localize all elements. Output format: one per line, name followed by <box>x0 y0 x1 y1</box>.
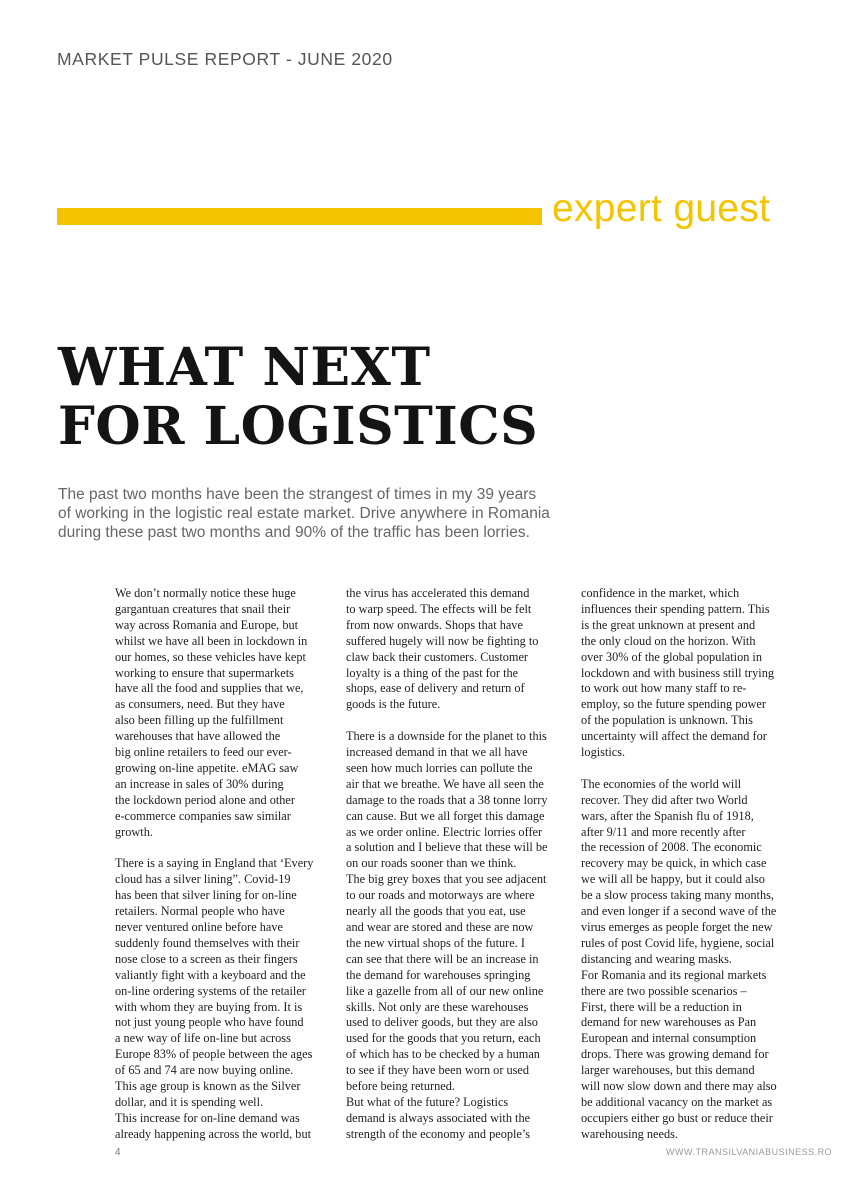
body-text-line: the virus has accelerated this demand <box>346 586 530 600</box>
report-header: MARKET PULSE REPORT - JUNE 2020 <box>57 49 393 69</box>
body-text-line: e-commerce companies saw similar <box>115 808 291 823</box>
body-text-line: the new virtual shops of the future. I <box>346 935 525 950</box>
website-url: WWW.TRANSILVANIABUSINESS.RO <box>666 1147 833 1157</box>
body-text-line: to see if they have been worn or used <box>346 1063 530 1078</box>
body-text-line: will now slow down and there may also <box>581 1079 777 1094</box>
body-text-line: uncertainty will affect the demand for <box>581 729 767 744</box>
body-text-line: drops. There was growing demand for <box>581 1047 769 1062</box>
body-text-line: to our roads and motorways are where <box>346 888 535 903</box>
body-text-line: Europe 83% of people between the ages <box>115 1047 313 1062</box>
body-text-line: European and internal consumption <box>581 1031 757 1046</box>
body-text-line: virus emerges as people forget the new <box>581 920 773 935</box>
body-text-line: For Romania and its regional markets <box>581 967 767 982</box>
body-text-line: on-line ordering systems of the retailer <box>115 983 306 998</box>
body-text-line: damage to the roads that a 38 tonne lorry <box>346 792 548 807</box>
body-text-line: on our roads sooner than we think. <box>346 856 517 871</box>
body-text-line: be a slow process taking many months, <box>581 888 774 903</box>
body-text-line: demand is always associated with the <box>346 1110 531 1125</box>
title-line: FOR LOGISTICS <box>58 396 539 457</box>
body-text-line: and even longer if a second wave of the <box>581 904 777 919</box>
body-text-line: used for the goods that you return, each <box>346 1031 541 1046</box>
body-text-line: suffered hugely will now be fighting to <box>346 633 539 648</box>
body-text-line: of 65 and 74 are now buying online. <box>115 1063 294 1078</box>
body-text-line: our homes, so these vehicles have kept <box>115 649 306 664</box>
body-text-line: nose close to a screen as their fingers <box>115 951 298 966</box>
body-text-line: First, there will be a reduction in <box>581 999 742 1014</box>
body-text-line: like a gazelle from all of our new online <box>346 983 544 998</box>
body-text-line: before being returned. <box>346 1079 455 1094</box>
body-text-line: be additional vacancy on the market as <box>581 1094 773 1109</box>
body-text-line: to work out how many staff to re- <box>581 681 747 696</box>
article-lede <box>58 485 558 542</box>
body-text-line: increased demand in that we all have <box>346 745 528 760</box>
body-text-line: a new way of life on-line but across <box>115 1031 291 1046</box>
body-text-line: gargantuan creatures that snail their <box>115 601 291 616</box>
body-text-line: warehouses that have allowed the <box>115 729 281 744</box>
body-text-line: suddenly found themselves with their <box>115 935 300 950</box>
body-text-line: There is a saying in England that ‘Every <box>115 856 314 871</box>
body-text-line: There is a downside for the planet to this <box>346 729 547 744</box>
body-text-line: loyalty is a thing of the past for the <box>346 665 519 680</box>
body-text-line: seen how much lorries can pollute the <box>346 760 533 775</box>
body-text-line: strength of the economy and people’s <box>346 1126 531 1141</box>
article-title <box>58 338 538 456</box>
body-text-line: retailers. Normal people who have <box>115 904 285 919</box>
body-text-line: used to deliver goods, but they are also <box>346 1015 538 1030</box>
page-number: 4 <box>115 1147 121 1158</box>
body-text-line: skills. Not only are these warehouses <box>346 999 529 1014</box>
body-text-line: an increase in sales of 30% during <box>115 776 284 791</box>
paragraph-gap <box>581 761 803 777</box>
body-text-line: already happening across the world, but <box>115 1126 312 1141</box>
body-text-line: not just young people who have found <box>115 1015 304 1030</box>
body-text-line: after 9/11 and more recently after <box>581 824 746 839</box>
body-text-line: goods is the future. <box>346 697 441 712</box>
body-text-line: larger warehouses, but this demand <box>581 1063 755 1078</box>
body-text-line: distancing and wearing masks. <box>581 951 732 966</box>
body-text-line: influences their spending pattern. This <box>581 601 770 616</box>
body-text-line: from now onwards. Shops that have <box>346 617 523 632</box>
body-text-line: has been that silver lining for on-line <box>115 888 297 903</box>
body-text-line: employ, so the future spending power <box>581 697 766 712</box>
body-text-line: we will all be happy, but it could also <box>581 872 765 887</box>
body-text-line: can see that there will be an increase in <box>346 951 539 966</box>
body-text-line: way across Romania and Europe, but <box>115 617 299 632</box>
body-text-line: warehousing needs. <box>581 1126 678 1141</box>
body-text-line: occupiers either go bust or reduce their <box>581 1110 773 1125</box>
body-text-line: recover. They did after two World <box>581 792 748 807</box>
body-text-line: can cause. But we all forget this damage <box>346 808 545 823</box>
body-text-line: big online retailers to feed our ever- <box>115 745 292 760</box>
body-text-line: claw back their customers. Customer <box>346 649 529 664</box>
body-text-line: is the great unknown at present and <box>581 617 756 632</box>
body-column-2 <box>346 586 568 1143</box>
paragraph-gap <box>346 713 568 729</box>
body-text-line: nearly all the goods that you eat, use <box>346 904 526 919</box>
body-text-line: over 30% of the global population in <box>581 649 763 664</box>
body-column-1 <box>115 586 337 1143</box>
body-text-line: recovery may be quick, in which case <box>581 856 767 871</box>
body-text-line: as consumers, need. But they have <box>115 697 285 712</box>
body-text-line: the lockdown period alone and other <box>115 792 295 807</box>
body-text-line: the recession of 2008. The economic <box>581 840 762 855</box>
body-text-line: air that we breathe. We have all seen the <box>346 776 544 791</box>
body-text-line: whilst we have all been in lockdown in <box>115 633 308 648</box>
body-text-line: there are two possible scenarios – <box>581 983 747 998</box>
body-text-line: valiantly fight with a keyboard and the <box>115 967 306 982</box>
body-text-line: cloud has a silver lining”. Covid-19 <box>115 872 291 887</box>
section-tag: expert guest <box>552 187 771 230</box>
body-text-line: We don’t normally notice these huge <box>115 586 296 600</box>
body-text-line: to warp speed. The effects will be felt <box>346 601 532 616</box>
body-text-line: a solution and I believe that these will be <box>346 840 548 855</box>
body-text-line: logistics. <box>581 745 626 760</box>
body-text-line: working to ensure that supermarkets <box>115 665 294 680</box>
body-text-line: the demand for warehouses springing <box>346 967 531 982</box>
title-line: WHAT NEXT <box>58 337 431 398</box>
body-text-line: The big grey boxes that you see adjacent <box>346 872 547 887</box>
body-text-line: rules of post Covid life, hygiene, social <box>581 935 775 950</box>
section-rule <box>57 208 542 225</box>
body-text-line: growth. <box>115 824 153 839</box>
body-text-line: lockdown and with business still trying <box>581 665 774 680</box>
body-text-line: This age group is known as the Silver <box>115 1079 301 1094</box>
body-text-line: confidence in the market, which <box>581 586 740 600</box>
lede-line: of working in the logistic real estate market. Drive anywhere in Romania <box>58 505 550 522</box>
body-text-line: of which has to be checked by a human <box>346 1047 540 1062</box>
body-text-line: and wear are stored and these are now <box>346 920 534 935</box>
lede-line: during these past two months and 90% of the traffic has been lorries. <box>58 524 530 541</box>
paragraph-gap <box>115 841 337 857</box>
body-text-line: The economies of the world will <box>581 776 742 791</box>
body-text-line: as we order online. Electric lorries offer <box>346 824 543 839</box>
body-text-line: But what of the future? Logistics <box>346 1094 509 1109</box>
body-text-line: dollar, and it is spending well. <box>115 1094 264 1109</box>
body-text-line: growing on-line appetite. eMAG saw <box>115 760 299 775</box>
body-text-line: never ventured online before have <box>115 920 283 935</box>
body-text-line: also been filling up the fulfillment <box>115 713 284 728</box>
body-text-line: of the population is unknown. This <box>581 713 753 728</box>
body-text-line: have all the food and supplies that we, <box>115 681 304 696</box>
body-column-3 <box>581 586 803 1143</box>
lede-line: The past two months have been the strangest of times in my 39 years <box>58 486 537 503</box>
body-text-line: shops, ease of delivery and return of <box>346 681 525 696</box>
body-text-line: demand for new warehouses as Pan <box>581 1015 757 1030</box>
body-text-line: wars, after the Spanish flu of 1918, <box>581 808 754 823</box>
body-text-line: This increase for on-line demand was <box>115 1110 300 1125</box>
body-text-line: with whom they are buying from. It is <box>115 999 303 1014</box>
body-text-line: the only cloud on the horizon. With <box>581 633 756 648</box>
